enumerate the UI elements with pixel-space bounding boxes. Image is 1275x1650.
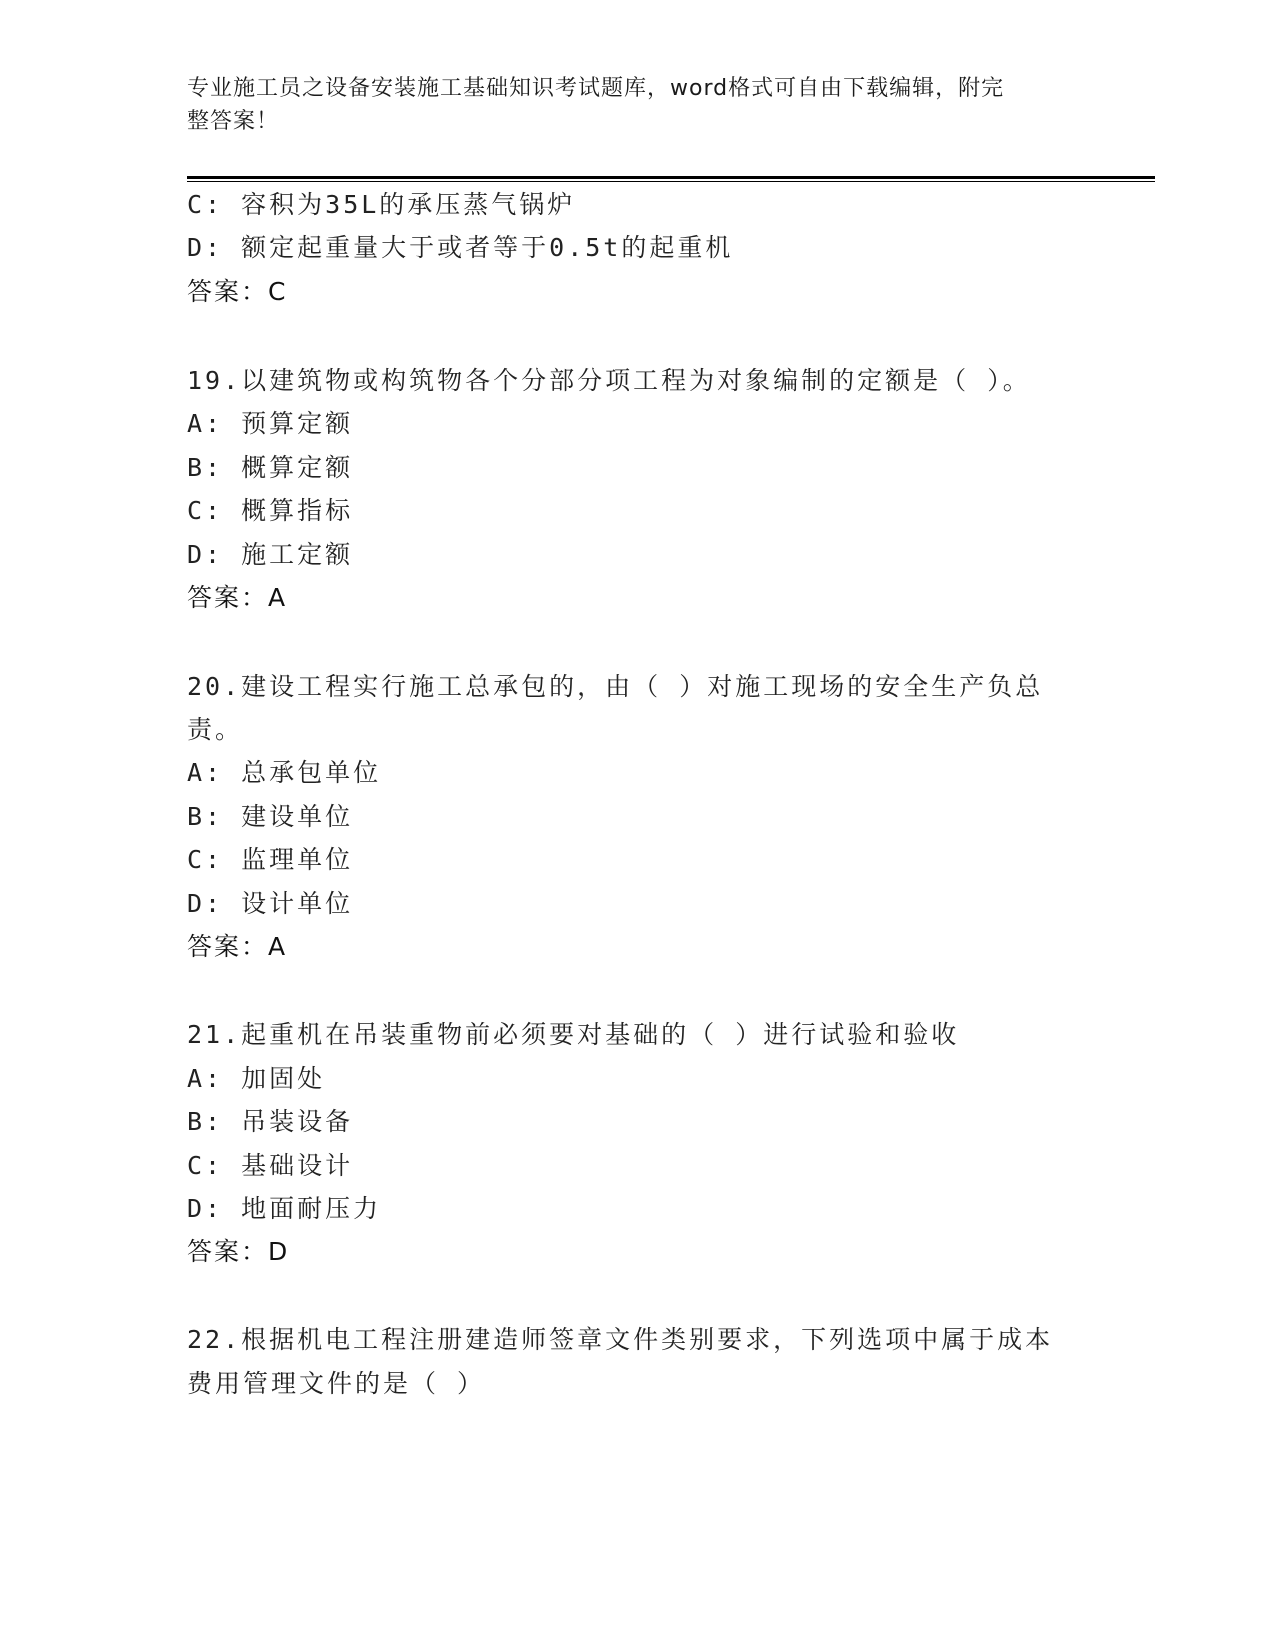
q20-stem-line-1: 20.建设工程实行施工总承包的，由（ ）对施工现场的安全生产负总 xyxy=(187,672,1044,701)
q20-answer: 答案：A xyxy=(187,932,288,961)
q22-stem-line-1: 22.根据机电工程注册建造师签章文件类别要求，下列选项中属于成本 xyxy=(187,1325,1054,1354)
q18-option-c: C: 容积为35L的承压蒸气锅炉 xyxy=(187,190,576,219)
header-divider-thin xyxy=(187,181,1155,182)
header-line-2: 整答案！ xyxy=(187,109,280,134)
header-line-1: 专业施工员之设备安装施工基础知识考试题库，word格式可自由下载编辑，附完 xyxy=(187,76,1005,101)
q20-option-a: A: 总承包单位 xyxy=(187,758,382,787)
q19-option-d: D: 施工定额 xyxy=(187,540,354,569)
q20-option-b: B: 建设单位 xyxy=(187,802,354,831)
q19-option-c: C: 概算指标 xyxy=(187,496,354,525)
q21-answer: 答案：D xyxy=(187,1237,290,1266)
q20-stem-line-2: 责。 xyxy=(187,715,244,744)
q19-option-b: B: 概算定额 xyxy=(187,453,354,482)
q20-option-c: C: 监理单位 xyxy=(187,845,354,874)
header-divider-thick xyxy=(187,176,1155,179)
q18-option-d: D: 额定起重量大于或者等于0.5t的起重机 xyxy=(187,233,734,262)
document-header xyxy=(187,72,1067,138)
q18-answer: 答案：C xyxy=(187,277,288,306)
q22-stem-line-2: 费用管理文件的是（ ） xyxy=(187,1369,486,1398)
q19-stem: 19.以建筑物或构筑物各个分部分项工程为对象编制的定额是（ ）。 xyxy=(187,366,1031,395)
q20-option-d: D: 设计单位 xyxy=(187,889,354,918)
q19-answer: 答案：A xyxy=(187,583,288,612)
q21-option-b: B: 吊装设备 xyxy=(187,1107,354,1136)
q21-stem: 21.起重机在吊装重物前必须要对基础的（ ）进行试验和验收 xyxy=(187,1020,960,1049)
q21-option-a: A: 加固处 xyxy=(187,1064,326,1093)
q21-option-d: D: 地面耐压力 xyxy=(187,1194,382,1223)
q21-option-c: C: 基础设计 xyxy=(187,1151,354,1180)
q19-option-a: A: 预算定额 xyxy=(187,409,354,438)
